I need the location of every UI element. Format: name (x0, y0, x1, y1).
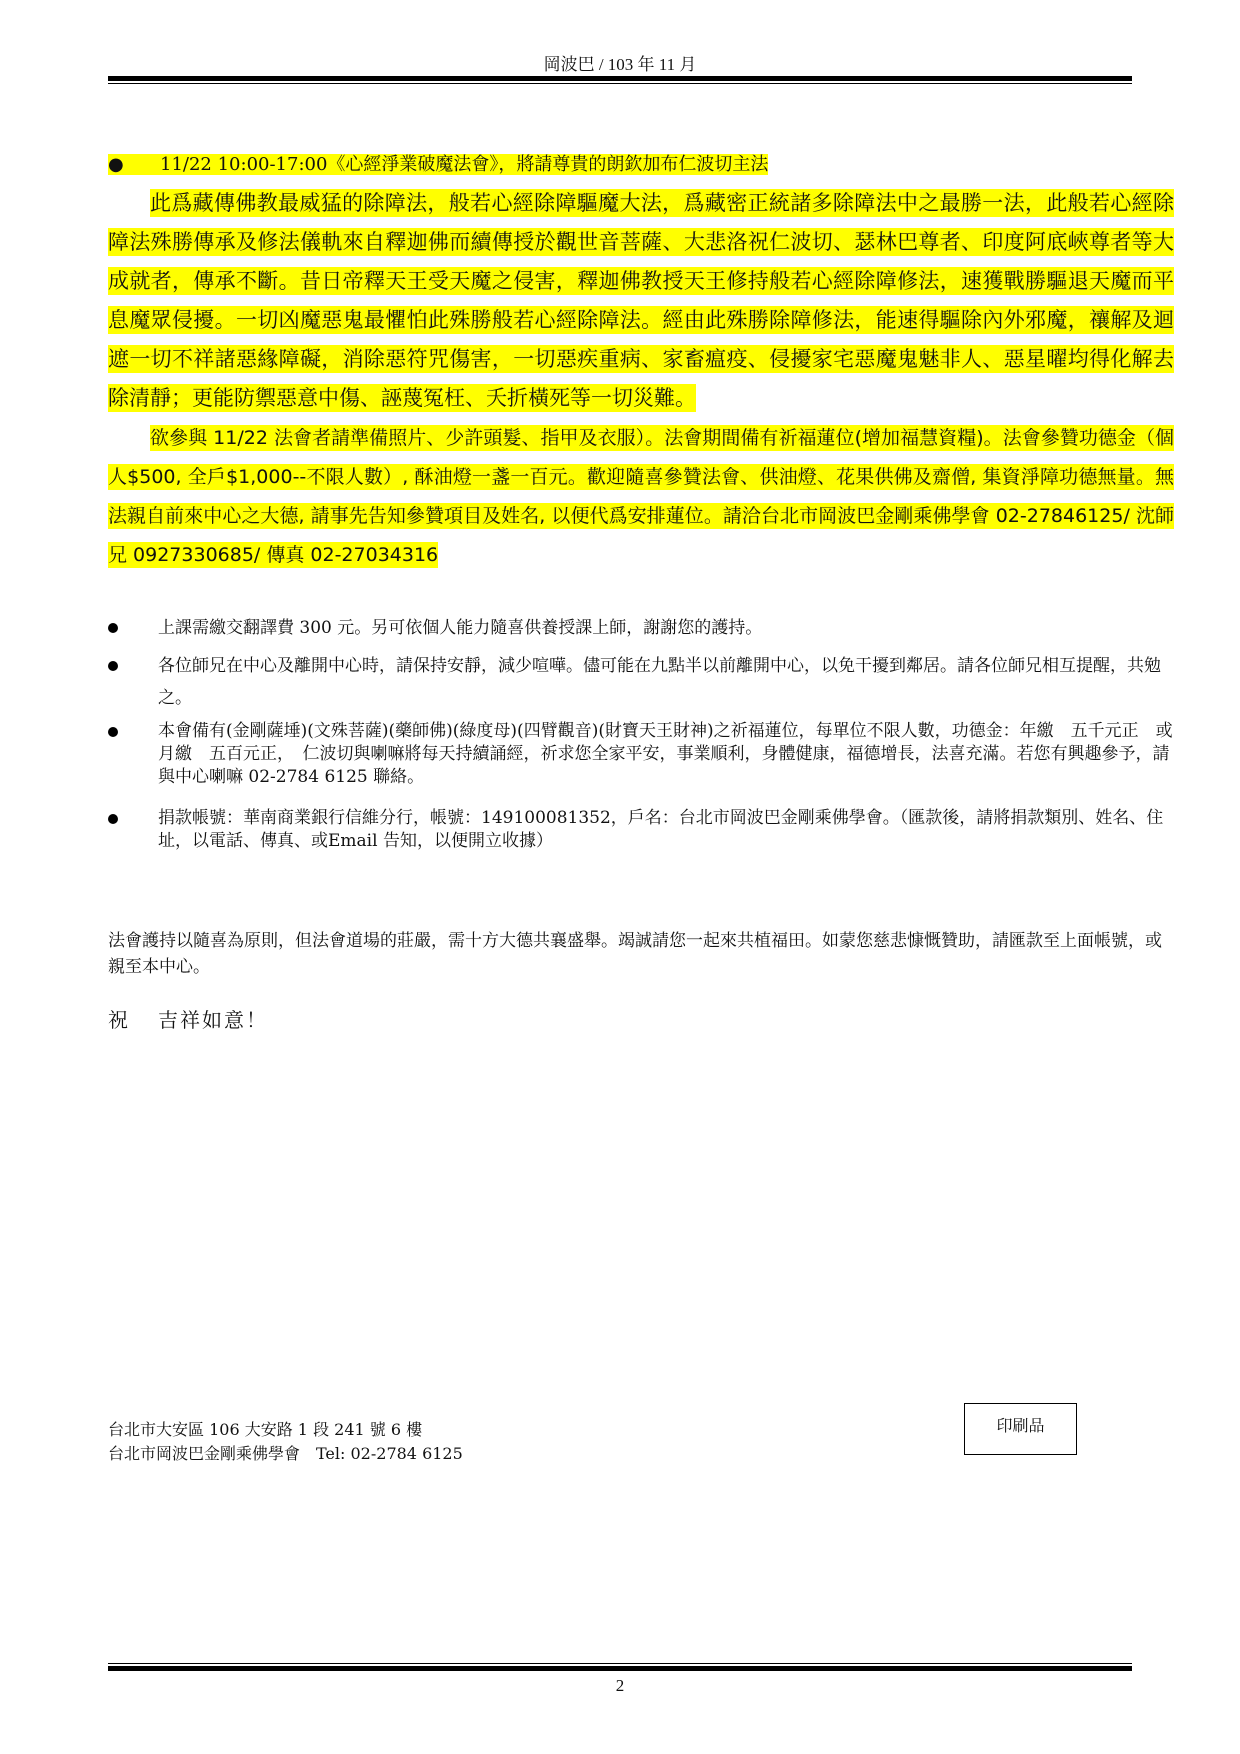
list-item (108, 612, 1174, 644)
footer-rule-thin (108, 1663, 1132, 1664)
contact-line: 台北市岡波巴金剛乘佛學會 Tel: 02-2784 6125 (108, 1444, 463, 1463)
bullet-icon (108, 661, 118, 671)
bullet-icon: ● (108, 154, 124, 175)
bullet-icon (108, 727, 118, 737)
list-item (108, 720, 1190, 789)
closing-paragraph: 法會護持以隨喜為原則，但法會道場的莊嚴，需十方大德共襄盛舉。竭誠請您一起來共植福田。如蒙您慈悲慷慨贊助，請匯款至上面帳號，或親至本中心。 (108, 931, 1162, 977)
page-number: 2 (615, 1676, 625, 1695)
header-rule-thick (108, 76, 1132, 81)
note-text: 捐款帳號：華南商業銀行信維分行，帳號：149100081352，戶名：台北市岡波巴金剛乘佛學會。（匯款後，請將捐款類別、姓名、住址，以電話、傳真、或Email 告知，以便開立收據） (158, 808, 1164, 851)
note-text: 各位師兄在中心及離開中心時，請保持安靜，減少喧嘩。儘可能在九點半以前離開中心，以免干擾到鄰居。請各位師兄相互提醒，共勉之。 (158, 656, 1161, 708)
event-sponsorship-text: 欲參與 11/22 法會者請準備照片、少許頭髮、指甲及衣服）。法會期間備有祈福蓮位(增加福慧資糧)。法會參贊功德金（個人$500, 全戶$1,000--不限人數）, 酥油燈一盞一百元。歡迎隨喜參贊法會、供油燈、花果供佛及齋僧, 集資淨障功德無量。無法親自前來中心之大德, 請事先告知參贊項目及姓名, 以便代爲安排蓮位。請洽台北市岡波巴金剛乘佛學會 02-27846125/ 沈師兄 0927330685/ 傳真 02-27034316 (108, 427, 1174, 566)
bullet-icon (108, 623, 118, 633)
event-description-text: 此爲藏傳佛教最威猛的除障法，般若心經除障驅魔大法，爲藏密正統諸多除障法中之最勝一法，此般若心經除障法殊勝傳承及修法儀軌來自釋迦佛而續傳授於觀世音菩薩、大悲洛祝仁波切、瑟林巴尊者、印度阿底峽尊者等大成就者，傳承不斷。昔日帝釋天王受天魔之侵害，釋迦佛教授天王修持般若心經除障修法，速獲戰勝驅退天魔而平息魔眾侵擾。一切凶魔惡鬼最懼怕此殊勝般若心經除障法。經由此殊勝除障修法，能速得驅除內外邪魔，禳解及迴遮一切不祥諸惡緣障礙，消除惡符咒傷害，一切惡疾重病、家畜瘟疫、侵擾家宅惡魔鬼魅非人、惡星曜均得化解去除清靜；更能防禦惡意中傷、誣蔑冤枉、夭折橫死等一切災難。 (108, 191, 1174, 410)
printed-matter-label: 印刷品 (964, 1403, 1077, 1455)
event-description (108, 184, 1174, 418)
event-announcement (108, 150, 1198, 575)
event-title-line (108, 150, 1198, 180)
event-sponsorship (108, 419, 1174, 575)
blessing (108, 1004, 268, 1033)
list-item (108, 650, 1174, 714)
note-text: 本會備有(金剛薩埵)(文殊菩薩)(藥師佛)(綠度母)(四臂觀音)(財寶天王財神)之祈福蓮位，每單位不限人數，功德金：年繳 五千元正 或 月繳 五百元正， 仁波切與喇嘛將每天持續誦經，祈求您全家平安，事業順利，身體健康，福德增長，法喜充滿。若您有興趣參予，請與中心喇嘛 02-2784 6125 聯絡。 (158, 721, 1190, 787)
footer-address (108, 1418, 463, 1466)
notes-list (108, 612, 1190, 859)
header-rule-thin (108, 83, 1132, 84)
footer-rule-thick (108, 1666, 1132, 1671)
event-title: 11/22 10:00-17:00《心經淨業破魔法會》，將請尊貴的朗欽加布仁波切主法 (160, 154, 769, 175)
bullet-icon (108, 814, 118, 824)
note-text: 上課需繳交翻譯費 300 元。另可依個人能力隨喜供養授課上師，謝謝您的護持。 (158, 618, 763, 638)
blessing-prefix: 祝 (108, 1008, 130, 1032)
blessing-text: 吉祥如意！ (158, 1008, 268, 1032)
address-line: 台北市大安區 106 大安路 1 段 241 號 6 樓 (108, 1420, 423, 1439)
running-header: 岡波巴 / 103 年 11 月 (543, 55, 697, 74)
list-item (108, 807, 1174, 853)
